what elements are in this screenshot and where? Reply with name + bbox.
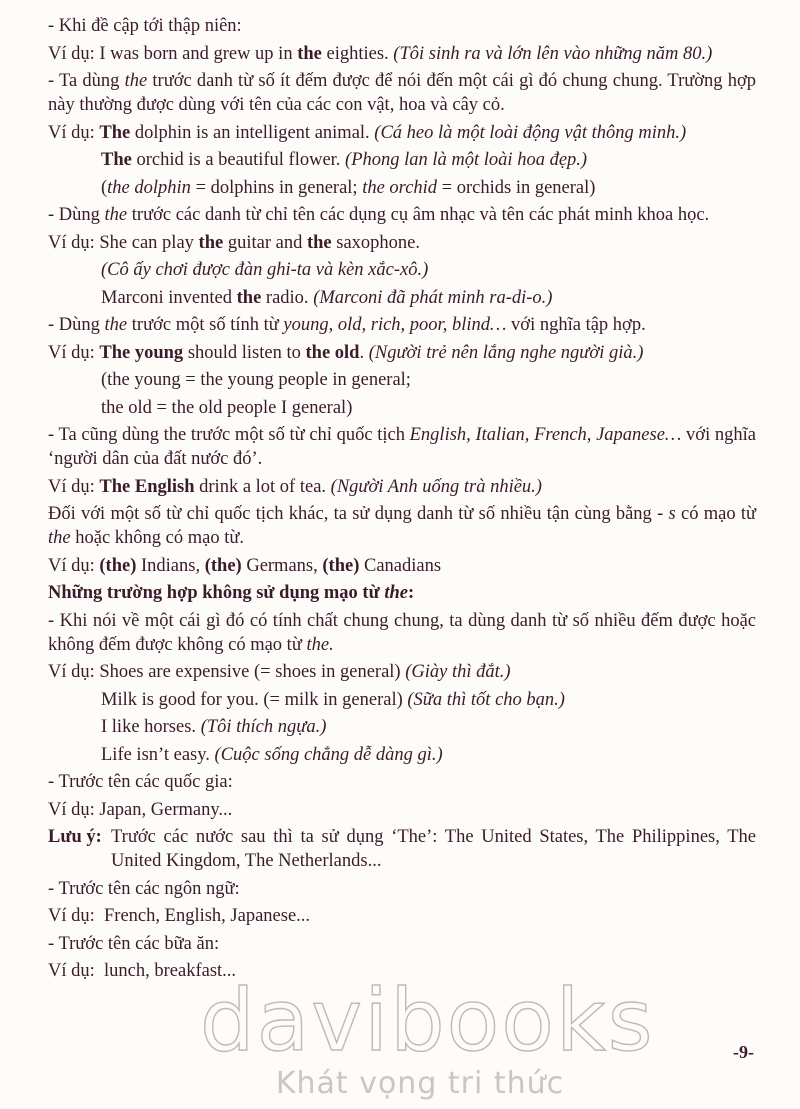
example-guitar-translation: (Cô ấy chơi được đàn ghi-ta và kèn xắc-xô.) <box>101 260 429 280</box>
rule-countries: - Trước tên các quốc gia: <box>48 772 233 792</box>
rule-decades: - Khi đề cập tới thập niên: <box>48 16 242 36</box>
example-old-note: the old = the old people I general) <box>101 397 353 418</box>
example-label: Ví dụ: <box>48 906 95 926</box>
document-page <box>48 14 756 987</box>
example-horses: I like horses. (Tôi thích ngựa.) <box>101 717 327 737</box>
example-indians: Ví dụ: (the) Indians, (the) Germans, (the) Canadians <box>48 555 442 576</box>
example-guitar: Ví dụ: She can play the guitar and the saxophone. <box>48 232 421 253</box>
section-heading-no-article: Những trường hợp không sử dụng mạo từ the: <box>48 583 415 603</box>
example-shoes: Ví dụ: Shoes are expensive (= shoes in general) (Giày thì đắt.) <box>48 662 511 682</box>
example-label: Ví dụ: <box>48 961 95 981</box>
example-english: Ví dụ: The English drink a lot of tea. (Người Anh uống trà nhiều.) <box>48 476 542 497</box>
note-body: Trước các nước sau thì ta sử dụng ‘The’: The United States, The Philippines, The United Kingdom, The Netherlands... <box>111 827 756 871</box>
note-label: Lưu ý: <box>48 827 102 847</box>
rule-singular-general: - Ta dùng the trước danh từ số ít đếm được để nói đến một cái gì đó chung chung. Trường hợp này thường được dùng với tên của các con vật, hoa và cây cỏ. <box>48 71 757 115</box>
example-milk: Milk is good for you. (= milk in general) (Sữa thì tốt cho bạn.) <box>101 689 565 710</box>
publisher-watermark <box>200 971 655 1101</box>
example-countries: Ví dụ: Japan, Germany... <box>48 799 233 820</box>
example-dolphin: Ví dụ: The dolphin is an intelligent animal. (Cá heo là một loài động vật thông minh.) <box>48 122 687 143</box>
rule-nationalities: - Ta cũng dùng the trước một số từ chỉ quốc tịch English, Italian, French, Japanese… với nghĩa ‘người dân của đất nước đó’. <box>48 425 756 469</box>
watermark-logo: davibooks <box>200 971 655 1071</box>
rule-meals: - Trước tên các bữa ăn: <box>48 933 220 954</box>
note-countries-with-the <box>48 825 756 873</box>
example-young-note: (the young = the young people in general; <box>101 370 411 390</box>
rule-instruments: - Dùng the trước các danh từ chỉ tên các dụng cụ âm nhạc và tên các phát minh khoa học. <box>48 205 710 225</box>
rule-plural-nationalities: Đối với một số từ chỉ quốc tịch khác, ta sử dụng danh từ số nhiều tận cùng bằng - s có mạo từ the hoặc không có mạo từ. <box>48 504 757 548</box>
example-radio: Marconi invented the radio. (Marconi đã phát minh ra-di-o.) <box>101 287 553 308</box>
example-meals: Ví dụ: lunch, breakfast... <box>48 961 237 981</box>
watermark-tagline: Khát vọng tri thức <box>275 1066 565 1101</box>
example-young-old: Ví dụ: The young should listen to the old. (Người trẻ nên lắng nghe người già.) <box>48 342 644 363</box>
rule-languages: - Trước tên các ngôn ngữ: <box>48 878 240 899</box>
example-languages: Ví dụ: French, English, Japanese... <box>48 906 311 926</box>
page-number: -9- <box>733 1042 754 1062</box>
example-orchid: The orchid is a beautiful flower. (Phong lan là một loài hoa đẹp.) <box>101 150 588 170</box>
example-life: Life isn’t easy. (Cuộc sống chẳng dễ dàng gì.) <box>101 744 443 765</box>
rule-general-plural: - Khi nói về một cái gì đó có tính chất chung chung, ta dùng danh từ số nhiều đếm được hoặc không đếm được không có mạo từ the. <box>48 610 756 655</box>
rule-adjectives: - Dùng the trước một số tính từ young, old, rich, poor, blind… với nghĩa tập hợp. <box>48 315 646 335</box>
example-general-note: (the dolphin = dolphins in general; the orchid = orchids in general) <box>101 177 596 198</box>
example-eighties: Ví dụ: I was born and grew up in the eighties. (Tôi sinh ra và lớn lên vào những năm 80.) <box>48 43 713 64</box>
